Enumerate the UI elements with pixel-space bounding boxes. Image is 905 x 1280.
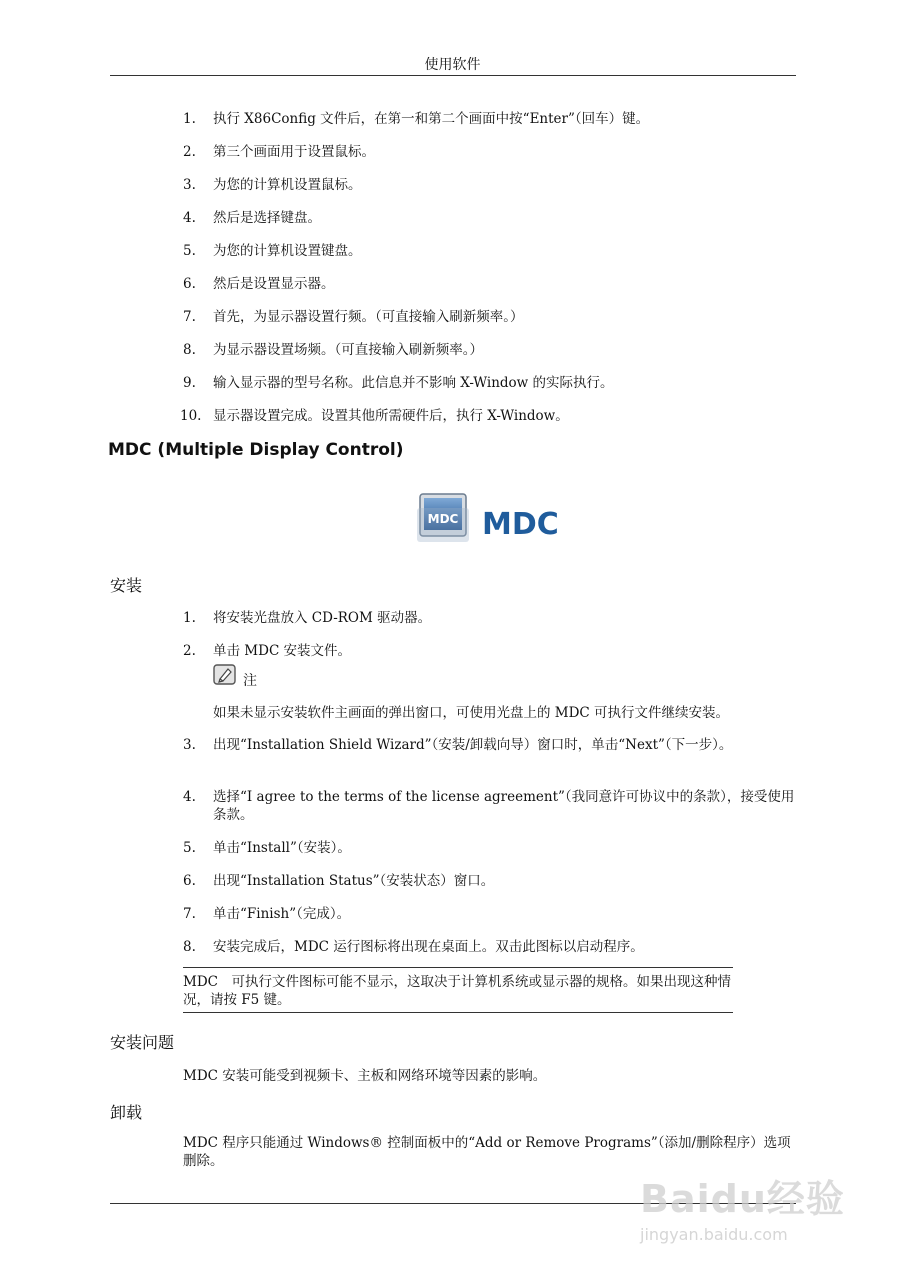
list-number: 7. xyxy=(183,906,196,922)
page-header-title: 使用软件 xyxy=(424,57,481,73)
list-text: 将安装光盘放入 CD-ROM 驱动器。 xyxy=(213,610,432,626)
list-item xyxy=(180,407,803,425)
list-text: 为您的计算机设置键盘。 xyxy=(213,243,362,259)
list-number: 4. xyxy=(183,789,196,805)
list-text: 安装完成后，MDC 运行图标将出现在桌面上。双击此图标以启动程序。 xyxy=(213,939,644,955)
list-number: 2. xyxy=(183,144,196,160)
list-item xyxy=(183,839,803,857)
note-label: 注 xyxy=(243,673,257,689)
list-number: 9. xyxy=(183,375,196,391)
info-box xyxy=(183,967,733,1013)
list-text: 第三个画面用于设置鼠标。 xyxy=(213,144,375,160)
list-text: 出现“Installation Status”（安装状态）窗口。 xyxy=(213,873,495,889)
list-item xyxy=(183,176,803,194)
list-number: 3. xyxy=(183,737,196,753)
list-text: 出现“Installation Shield Wizard”（安装/卸载向导）窗口时，单击“Next”（下一步）。 xyxy=(213,737,733,753)
list-item xyxy=(183,905,803,923)
list-number: 8. xyxy=(183,342,196,358)
list-number: 5. xyxy=(183,840,196,856)
list-number: 1. xyxy=(183,111,196,127)
info-box-text: MDC 可执行文件图标可能不显示，这取决于计算机系统或显示器的规格。如果出现这种情况，请按 F5 键。 xyxy=(183,974,731,1008)
logo-text: MDC xyxy=(482,507,559,542)
list-number: 10. xyxy=(180,408,202,424)
list-item xyxy=(183,341,803,359)
section-heading-mdc: MDC (Multiple Display Control) xyxy=(108,440,404,460)
section-heading-problems: 安装问题 xyxy=(110,1033,175,1052)
watermark-brand: Baidu经验 xyxy=(640,1177,845,1221)
list-text: 输入显示器的型号名称。此信息并不影响 X-Window 的实际执行。 xyxy=(213,375,614,391)
list-item xyxy=(183,275,803,293)
list-item xyxy=(183,308,803,326)
list-number: 1. xyxy=(183,610,196,626)
problems-text: MDC 安装可能受到视频卡、主板和网络环境等因素的影响。 xyxy=(183,1068,547,1084)
list-number: 7. xyxy=(183,309,196,325)
list-text: 显示器设置完成。设置其他所需硬件后，执行 X-Window。 xyxy=(213,408,569,424)
list-item xyxy=(183,143,803,161)
list-number: 8. xyxy=(183,939,196,955)
mdc-logo xyxy=(416,490,566,546)
list-text: 为显示器设置场频。（可直接输入刷新频率。） xyxy=(213,342,483,358)
list-text: 执行 X86Config 文件后，在第一和第二个画面中按“Enter”（回车）键。 xyxy=(213,111,650,127)
list-number: 6. xyxy=(183,873,196,889)
baidu-watermark xyxy=(640,1168,860,1268)
list-text: 单击“Install”（安装）。 xyxy=(213,840,351,856)
list-item xyxy=(183,209,803,227)
list-item xyxy=(183,242,803,260)
note-text: 如果未显示安装软件主画面的弹出窗口，可使用光盘上的 MDC 可执行文件继续安装。 xyxy=(213,705,730,721)
list-text: 然后是选择键盘。 xyxy=(213,210,321,226)
list-number: 6. xyxy=(183,276,196,292)
list-number: 4. xyxy=(183,210,196,226)
list-text: 然后是设置显示器。 xyxy=(213,276,335,292)
list-text: 首先，为显示器设置行频。（可直接输入刷新频率。） xyxy=(213,309,524,325)
note-icon xyxy=(213,664,239,686)
logo-icon-text: MDC xyxy=(427,512,459,526)
list-number: 3. xyxy=(183,177,196,193)
list-text: 单击“Finish”（完成）。 xyxy=(213,906,351,922)
list-number: 5. xyxy=(183,243,196,259)
list-item xyxy=(183,642,803,660)
list-item xyxy=(183,110,803,128)
list-text: 选择“I agree to the terms of the license agreement”（我同意许可协议中的条款），接受使用条款。 xyxy=(213,789,795,823)
list-item xyxy=(183,788,803,824)
list-item xyxy=(183,938,803,956)
list-item xyxy=(183,374,803,392)
mdc-logo-icon xyxy=(416,490,566,546)
uninstall-text: MDC 程序只能通过 Windows® 控制面板中的“Add or Remove Programs”（添加/删除程序）选项删除。 xyxy=(183,1135,791,1169)
list-text: 单击 MDC 安装文件。 xyxy=(213,643,352,659)
list-text: 为您的计算机设置鼠标。 xyxy=(213,177,362,193)
list-item xyxy=(183,609,803,627)
section-heading-uninstall: 卸载 xyxy=(110,1103,143,1122)
list-item xyxy=(183,872,803,890)
list-item xyxy=(183,736,803,754)
watermark-url: jingyan.baidu.com xyxy=(640,1225,788,1244)
list-number: 2. xyxy=(183,643,196,659)
header-rule xyxy=(110,75,796,76)
section-heading-install: 安装 xyxy=(110,576,143,595)
